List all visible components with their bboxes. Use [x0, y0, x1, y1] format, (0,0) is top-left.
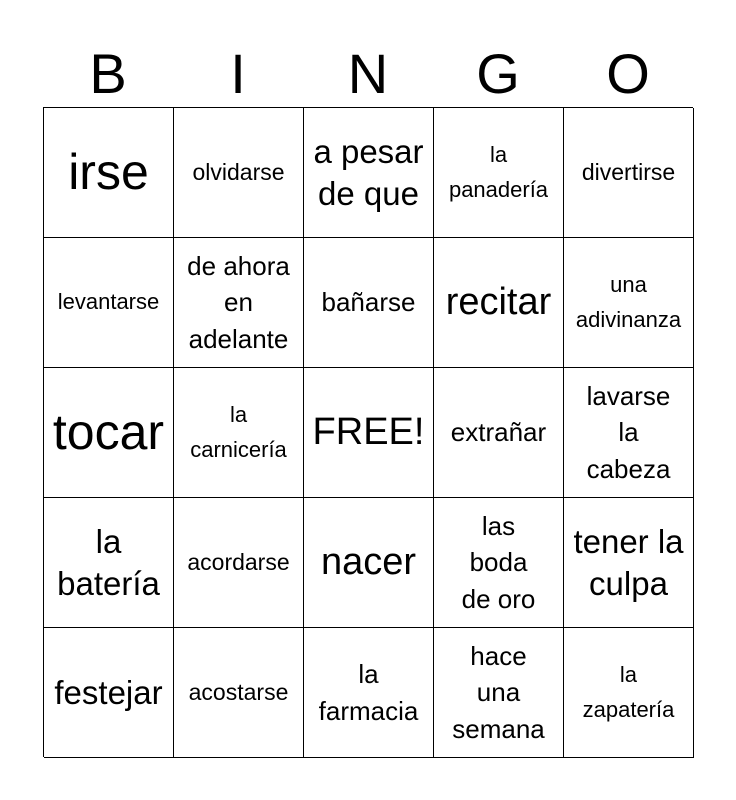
- bingo-cell[interactable]: [44, 238, 174, 368]
- cell-text: la farmacia: [318, 659, 419, 726]
- cell-text: irse: [68, 144, 149, 200]
- cell-text: acordarse: [187, 548, 290, 575]
- cell-text: hace una semana: [452, 640, 545, 744]
- header-letter-o: O: [606, 42, 650, 105]
- cell-text: de ahora en adelante: [187, 250, 290, 354]
- header-letter-n: N: [347, 42, 389, 105]
- cell-text: festejar: [54, 673, 163, 711]
- header-letter-i: I: [230, 42, 246, 105]
- cell-text: una adivinanza: [575, 272, 682, 332]
- bingo-cell[interactable]: [564, 498, 694, 628]
- cell-text: la zapatería: [582, 662, 675, 722]
- bingo-cell[interactable]: [304, 108, 434, 238]
- bingo-cell[interactable]: [434, 498, 564, 628]
- bingo-cell[interactable]: [44, 498, 174, 628]
- bingo-cell[interactable]: [564, 108, 694, 238]
- cell-text: la panadería: [448, 142, 549, 202]
- bingo-cell[interactable]: [434, 238, 564, 368]
- bingo-cell[interactable]: [434, 628, 564, 758]
- bingo-cell[interactable]: [44, 628, 174, 758]
- cell-text: tener la culpa: [573, 523, 684, 602]
- cell-text: a pesar de que: [313, 133, 424, 212]
- cell-text: la carnicería: [190, 402, 287, 462]
- bingo-cell[interactable]: [174, 108, 304, 238]
- bingo-cell[interactable]: [174, 628, 304, 758]
- cell-text: acostarse: [188, 678, 289, 705]
- bingo-cell[interactable]: [174, 238, 304, 368]
- bingo-card: [43, 107, 693, 757]
- header-letter-b: B: [89, 42, 127, 105]
- cell-text: divertirse: [581, 158, 676, 185]
- header-letter-g: G: [476, 42, 520, 105]
- cell-text: recitar: [445, 280, 552, 323]
- cell-text: levantarse: [57, 289, 160, 315]
- cell-text: lavarse la cabeza: [586, 380, 671, 484]
- cell-text: olvidarse: [192, 158, 285, 185]
- cell-text: FREE!: [312, 410, 425, 453]
- bingo-cell[interactable]: [434, 368, 564, 498]
- bingo-cell[interactable]: [44, 108, 174, 238]
- cell-text: bañarse: [321, 287, 416, 318]
- bingo-cell[interactable]: [564, 238, 694, 368]
- bingo-cell[interactable]: [304, 238, 434, 368]
- bingo-cell[interactable]: [434, 108, 564, 238]
- bingo-cell[interactable]: [174, 368, 304, 498]
- bingo-cell[interactable]: [564, 628, 694, 758]
- cell-text: tocar: [52, 404, 165, 460]
- cell-text: la batería: [57, 523, 160, 602]
- bingo-cell[interactable]: [304, 628, 434, 758]
- bingo-header: [43, 40, 693, 108]
- bingo-cell[interactable]: [304, 498, 434, 628]
- bingo-cell[interactable]: [564, 368, 694, 498]
- cell-text: las boda de oro: [461, 510, 536, 614]
- bingo-cell[interactable]: [174, 498, 304, 628]
- free-space[interactable]: [304, 368, 434, 498]
- cell-text: extrañar: [450, 417, 547, 448]
- bingo-cell[interactable]: [44, 368, 174, 498]
- cell-text: nacer: [320, 540, 417, 583]
